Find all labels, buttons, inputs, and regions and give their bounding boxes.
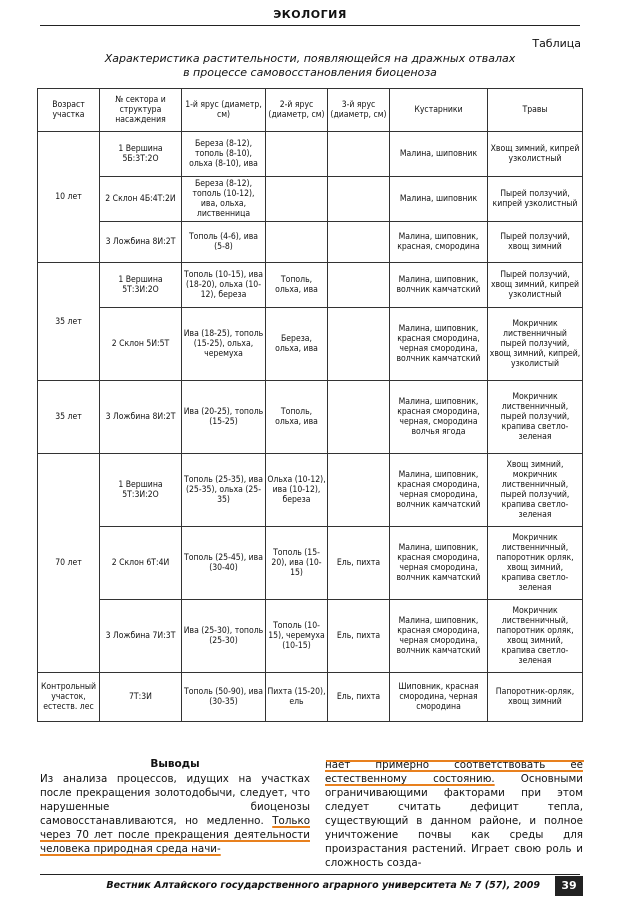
header-tier3: 3-й ярус (диаметр, см) [328, 89, 390, 132]
age-cell: 35 лет [38, 263, 100, 381]
table-row [38, 381, 583, 454]
tier1-cell: Тополь (25-45), ива (30-40) [182, 527, 266, 600]
shrubs-cell: Шиповник, красная смородина, черная смородина [390, 673, 488, 722]
tier2-cell [266, 222, 328, 263]
tier3-cell [328, 132, 390, 177]
shrubs-cell: Малина, шиповник, красная смородина, черная, смородина волчья ягода [390, 381, 488, 454]
tier2-cell: Тополь, ольха, ива [266, 381, 328, 454]
tier1-cell: Береза (8-12), тополь (8-10), ольха (8-10), ива [182, 132, 266, 177]
shrubs-cell: Малина, шиповник, красная, смородина [390, 222, 488, 263]
header-tier2: 2-й ярус (диаметр, см) [266, 89, 328, 132]
shrubs-cell: Малина, шиповник, красная смородина, черная смородина, волчник камчатский [390, 600, 488, 673]
table-label: Таблица [532, 37, 581, 50]
tier1-cell: Ива (20-25), тополь (15-25) [182, 381, 266, 454]
header-grass: Травы [488, 89, 583, 132]
caption-line-1: Характеристика растительности, появляющейся на дражных отвалах [104, 52, 516, 65]
tier1-cell: Тополь (25-35), ива (25-35), ольха (25-35) [182, 454, 266, 527]
caption-line-2: в процессе самовосстановления биоценоза [183, 66, 437, 79]
tier3-cell [328, 177, 390, 222]
tier2-cell: Тополь, ольха, ива [266, 263, 328, 308]
grass-cell: Мокричник лиственничный, папоротник орляк, хвощ зимний, крапива светло-зеленая [488, 527, 583, 600]
text-column-right [325, 758, 583, 870]
tier2-cell [266, 132, 328, 177]
tier2-cell: Пихта (15-20), ель [266, 673, 328, 722]
tier3-cell: Ель, пихта [328, 673, 390, 722]
tier3-cell [328, 308, 390, 381]
tier3-cell: Ель, пихта [328, 600, 390, 673]
grass-cell: Мокричник лиственничный пырей ползучий, хвощ зимний, кипрей, узколистый [488, 308, 583, 381]
highlighted-text: нает примерно соответствовать ее естественному состоянию. [325, 759, 583, 785]
age-cell: 35 лет [38, 381, 100, 454]
tier2-cell: Тополь (15-20), ива (10-15) [266, 527, 328, 600]
shrubs-cell: Малина, шиповник, красная смородина, черная смородина, волчник камчатский [390, 454, 488, 527]
tier1-cell: Береза (8-12), тополь (10-12), ива, ольха, лиственница [182, 177, 266, 222]
sector-cell: 1 Вершина 5Б:3Т:2О [100, 132, 182, 177]
table-row [38, 600, 583, 673]
tier1-cell: Тополь (50-90), ива (30-35) [182, 673, 266, 722]
sector-cell: 3 Ложбина 7И:3Т [100, 600, 182, 673]
age-cell: 10 лет [38, 132, 100, 263]
sector-cell: 2 Склон 5И:5Т [100, 308, 182, 381]
shrubs-cell: Малина, шиповник, красная смородина, черная смородина, волчник камчатский [390, 308, 488, 381]
header-age: Возраст участка [38, 89, 100, 132]
grass-cell: Пырей ползучий, кипрей узколистный [488, 177, 583, 222]
header-sector: № сектора и структура насаждения [100, 89, 182, 132]
footer-rule [40, 874, 580, 875]
table-caption [40, 52, 580, 80]
grass-cell: Мокричник лиственничный, папоротник орляк, хвощ зимний, крапива светло-зеленая [488, 600, 583, 673]
grass-cell: Пырей ползучий, хвощ зимний, кипрей узколистный [488, 263, 583, 308]
sector-cell: 3 Ложбина 8И:2Т [100, 222, 182, 263]
sector-cell: 7Т:3И [100, 673, 182, 722]
sector-cell: 1 Вершина 5Т:3И:2О [100, 263, 182, 308]
tier1-cell: Тополь (10-15), ива (18-20), ольха (10-12), береза [182, 263, 266, 308]
tier2-cell: Береза, ольха, ива [266, 308, 328, 381]
journal-footer: Вестник Алтайского государственного аграрного университета № 7 (57), 2009 [106, 880, 540, 891]
table-row [38, 308, 583, 381]
tier2-cell: Ольха (10-12), ива (10-12), береза [266, 454, 328, 527]
grass-cell: Хвощ зимний, кипрей узколистный [488, 132, 583, 177]
header-shrubs: Кустарники [390, 89, 488, 132]
tier1-cell: Ива (18-25), тополь (15-25), ольха, черемуха [182, 308, 266, 381]
age-cell: Контрольный участок, естеств. лес [38, 673, 100, 722]
sector-cell: 2 Склон 4Б:4Т:2И [100, 177, 182, 222]
paragraph-text: Основными ограничивающими факторами при этом следует считать дефицит тепла, существующий в данном районе, и полное уничтожение почвы как среды для произрастания растений. Играет свою роль и сложность созда- [325, 773, 583, 869]
table-row [38, 222, 583, 263]
table-row [38, 527, 583, 600]
table-row [38, 454, 583, 527]
shrubs-cell: Малина, шиповник, волчник камчатский [390, 263, 488, 308]
shrubs-cell: Малина, шиповник, красная смородина, черная смородина, волчник камчатский [390, 527, 488, 600]
sector-cell: 2 Склон 6Т:4И [100, 527, 182, 600]
table-row [38, 673, 583, 722]
vegetation-table [37, 88, 583, 722]
section-header: ЭКОЛОГИЯ [273, 8, 347, 21]
sector-cell: 3 Ложбина 8И:2Т [100, 381, 182, 454]
paragraph-text: Из анализа процессов, идущих на участках после прекращения золотодобычи, следует, что нарушенные биоценозы самовосстанавливаются, но медленно. [40, 773, 310, 827]
page-number: 39 [555, 876, 583, 896]
tier1-cell: Ива (25-30), тополь (25-30) [182, 600, 266, 673]
tier3-cell [328, 381, 390, 454]
grass-cell: Хвощ зимний, мокричник лиственничный, пырей ползучий, крапива светло-зеленая [488, 454, 583, 527]
age-cell: 70 лет [38, 454, 100, 673]
table-row [38, 263, 583, 308]
tier3-cell [328, 222, 390, 263]
tier2-cell [266, 177, 328, 222]
shrubs-cell: Малина, шиповник [390, 177, 488, 222]
tier3-cell [328, 263, 390, 308]
text-column-left [40, 772, 310, 856]
grass-cell: Мокричник лиственничный, пырей ползучий, крапива светло-зеленая [488, 381, 583, 454]
tier2-cell: Тополь (10-15), черемуха (10-15) [266, 600, 328, 673]
table-row [38, 132, 583, 177]
highlighted-text: Только через 70 лет после прекращения деятельности человека природная среда начи- [40, 815, 310, 855]
table-row [38, 177, 583, 222]
header-rule [40, 25, 580, 26]
header-tier1: 1-й ярус (диаметр, см) [182, 89, 266, 132]
tier3-cell [328, 454, 390, 527]
sector-cell: 1 Вершина 5Т:3И:2О [100, 454, 182, 527]
tier3-cell: Ель, пихта [328, 527, 390, 600]
table-header-row [38, 89, 583, 132]
grass-cell: Папоротник-орляк, хвощ зимний [488, 673, 583, 722]
conclusions-title: Выводы [150, 758, 200, 770]
shrubs-cell: Малина, шиповник [390, 132, 488, 177]
tier1-cell: Тополь (4-6), ива (5-8) [182, 222, 266, 263]
grass-cell: Пырей ползучий, хвощ зимний [488, 222, 583, 263]
